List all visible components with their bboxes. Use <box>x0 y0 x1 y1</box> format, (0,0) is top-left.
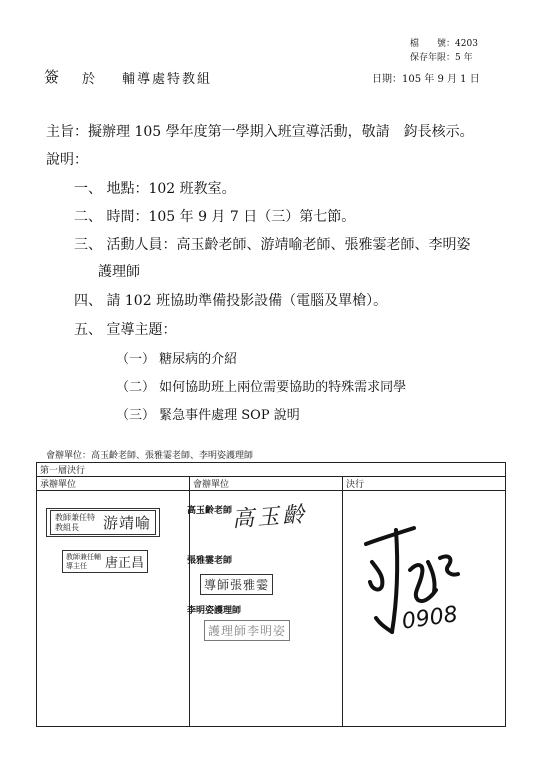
archive-number-label: 檔 號： <box>410 39 456 49</box>
col-handle: 承辦單位 <box>37 477 190 491</box>
topic-1: （一） 糖尿病的介紹 <box>116 352 238 367</box>
retention-period <box>410 50 473 63</box>
stamp-section-leader-title: 教師兼任特教組長 <box>55 512 95 532</box>
retention-value: 5 年 <box>455 53 473 63</box>
topic-2: （二） 如何協助班上兩位需要協助的特殊需求同學 <box>116 380 407 395</box>
stamp-chang <box>200 574 273 595</box>
item-topics: 五、 宣導主題： <box>74 322 177 338</box>
decision-signature <box>352 500 472 670</box>
stamp-director <box>62 550 148 573</box>
subject-line: 主旨：擬辦理 105 學年度第一學期入班宣導活動，敬請 鈞長核示。 <box>46 124 474 140</box>
item-staff: 三、 活動人員：高玉齡老師、游靖喻老師、張雅霎老師、李明姿 <box>74 237 471 253</box>
cosign-name-gao: 高玉齡老師 <box>187 506 233 516</box>
col-cosign: 會辦單位 <box>190 477 343 491</box>
explain-label: 說明： <box>46 152 88 168</box>
stamp-director-name: 唐正昌 <box>105 556 145 571</box>
item-location: 一、 地點：102 班教室。 <box>74 181 236 197</box>
stamp-lee <box>204 620 290 641</box>
sign-label: 簽 <box>44 68 60 86</box>
to-label: 於 <box>82 72 97 87</box>
archive-number-value: 4203 <box>455 39 478 49</box>
cosign-line: 會辦單位：高玉齡老師、張雅霎老師、李明姿護理師 <box>46 451 254 461</box>
stamp-chang-text: 導師張雅霎 <box>204 578 270 592</box>
stamp-director-title: 教師兼任輔導主任 <box>66 552 101 570</box>
col-decide: 決行 <box>343 477 506 491</box>
item-equipment: 四、 請 102 班協助準備投影設備（電腦及單槍）。 <box>74 293 388 309</box>
decision-date: 0908 <box>400 602 460 635</box>
item-time: 二、 時間：105 年 9 月 7 日（三）第七節。 <box>74 209 356 225</box>
stamp-section-leader <box>46 508 160 537</box>
stamp-section-leader-name: 游靖喻 <box>103 514 152 532</box>
archive-number <box>410 36 478 49</box>
document-date: 日期：105 年 9 月 1 日 <box>372 74 480 85</box>
cosign-name-lee: 李明姿護理師 <box>187 606 242 616</box>
stamp-lee-text: 護理師李明姿 <box>208 624 287 638</box>
retention-label: 保存年限： <box>410 53 456 63</box>
unit-name: 輔導處特教組 <box>122 72 213 87</box>
item-staff-cont: 護理師 <box>98 264 140 280</box>
cosign-name-chang: 張雅霎老師 <box>187 556 233 566</box>
topic-3: （三） 緊急事件處理 SOP 說明 <box>116 408 300 423</box>
approval-level: 第一層決行 <box>37 463 506 477</box>
signature-gao: 高玉齡 <box>231 502 308 533</box>
